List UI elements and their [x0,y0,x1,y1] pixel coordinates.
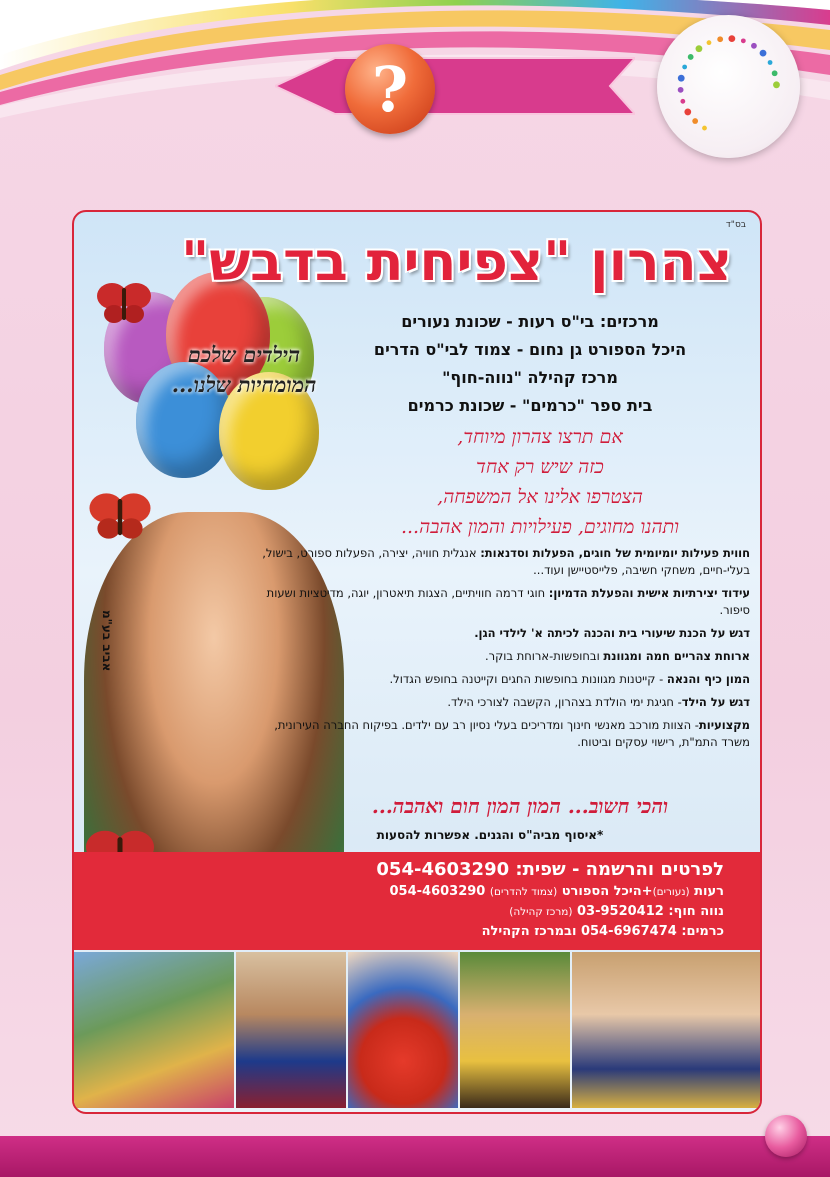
contact-text: רעות [689,884,724,899]
slogan-line: כזה שיש רק אחד [476,456,604,478]
contact-line [164,922,724,941]
color-dots-ring [657,15,800,158]
contact-small: (מרכז קהילה) [509,906,573,918]
color-dot [678,87,684,93]
contact-main: לפרטים והרשמה - שפית: 054-4603290 [376,859,724,880]
color-dot [688,54,694,60]
contact-band [74,852,760,950]
color-dot [707,40,712,45]
feature-item [245,717,750,751]
pink-ball-decoration [765,1115,807,1157]
bottom-band [0,1136,830,1177]
kids-photo [348,952,458,1108]
feature-item [245,671,750,688]
photo-strip [74,952,760,1108]
kids-photo [74,952,234,1108]
contact-line [164,902,724,922]
color-dot [728,35,735,42]
slogan-line: אם תרצו צהרון מיוחד, [457,426,623,448]
feature-bold: דגש על הכנת שיעורי בית והכנה לכיתה א' לילדי הגן. [474,626,750,640]
pickup-note: *איסוף מביה"ס והגנים. אפשרות להסעות [376,828,604,842]
slogan-line: הצטרפו אלינו אל המשפחה, [437,486,643,508]
tagline-line: הילדים שלכם [187,342,301,367]
tagline [134,340,354,400]
feature-text: - הצוות מורכב מאנשי חינוך ומדריכים בעלי נסיון רב עם ילדים. בפיקוח החברה העירונית, משרד התמ"ת, רישוי עסקים וביטוח. [274,718,750,749]
feature-text: חוגי דרמה חוויתיים, הצגות תיאטרון, יוגה, מדיטציות ושעות סיפור. [266,586,750,617]
feature-item [245,585,750,619]
butterfly-icon [88,490,152,542]
feature-item [245,694,750,711]
color-dot [768,60,773,65]
feature-bold: עידוד יצירתיות אישית והפעלת הדמיון: [548,586,750,600]
color-dot [760,50,767,57]
color-dot [680,99,685,104]
color-dot [692,118,698,124]
feature-text: - חגיגת ימי הולדת בצהרון, הקשבה לצורכי הילד. [447,695,682,709]
feature-bold: המון כיף והנאה [666,672,750,686]
bsd-mark: בס"ד [725,220,746,230]
feature-item [245,648,750,665]
feature-bold: חווית פעילות יומיומית של חוגים, הפעלות וסדנאות: [480,546,750,560]
feature-item [245,545,750,579]
flyer [72,210,762,1114]
feature-item [245,625,750,642]
photo-credit-text: אביב בע"מ [100,610,114,672]
color-dot [773,81,780,88]
location-line: בית ספר "כרמים" - שכונת כרמים [407,396,653,415]
contact-text: נווה חוף: 03-9520412 [572,904,724,919]
color-dot [717,36,723,42]
feature-bold: ארוחת צהריים חמה ומגוונת [603,649,750,663]
location-line: מרכז קהילה "נווה-חוף" [442,368,618,387]
contact-line [164,882,724,902]
contact-text: כרמים: 054-6967474 ובמרכז הקהילה [481,924,724,939]
color-dot [684,109,691,116]
kids-photo [460,952,570,1108]
locations-list [330,308,730,420]
question-mark-icon: ? [371,53,409,126]
contact-text: +היכל הספורט [557,884,653,899]
color-dot [772,70,778,76]
contact-details [164,858,724,941]
butterfly-icon [96,280,152,326]
question-ball [345,44,435,134]
contact-small: (צמוד להדרים) [489,886,558,898]
features-list [245,545,750,757]
color-dot [702,126,707,131]
color-dot [682,65,687,70]
contact-small: (נעורים) [652,886,690,898]
contact-phone: 054-4603290 [389,884,490,899]
feature-text: - קייטנות מגוונות בחופשות החגים וקייטנה בחופש הגדול. [389,672,667,686]
color-dots-icon [657,15,800,158]
kids-photo [572,952,760,1108]
tagline-line: המומחיות שלנו... [171,372,317,397]
color-dot [678,75,685,82]
feature-text: ובחופשות-ארוחת בוקר. [484,649,604,663]
closing-line: והכי חשוב... המון המון חום ואהבה... [371,794,669,818]
feature-bold: מקצועיות [698,718,750,732]
feature-text: אנגלית חוויה, יצירה, הפעלות ספורט, בישול, בעלי-חיים, משחקי חשיבה, פלייסטיישן ועוד... [262,546,750,577]
color-dot [741,38,746,43]
pink-ribbon-banner [275,50,635,122]
feature-bold: דגש על הילד [681,695,750,709]
main-title: צהרון "צפיחית בדבש" [181,230,732,293]
color-dot [696,45,703,52]
location-line: מרכזים: בי"ס רעות - שכונת נעורים [401,312,659,331]
kids-photo [236,952,346,1108]
location-line: היכל הספורט גן נחום - צמוד לבי"ס הדרים [373,340,687,359]
color-dot [751,43,757,49]
slogan [350,422,730,542]
photo-credit [84,610,144,720]
slogan-line: ותהנו מחוגים, פעילויות והמון אהבה... [400,516,680,538]
